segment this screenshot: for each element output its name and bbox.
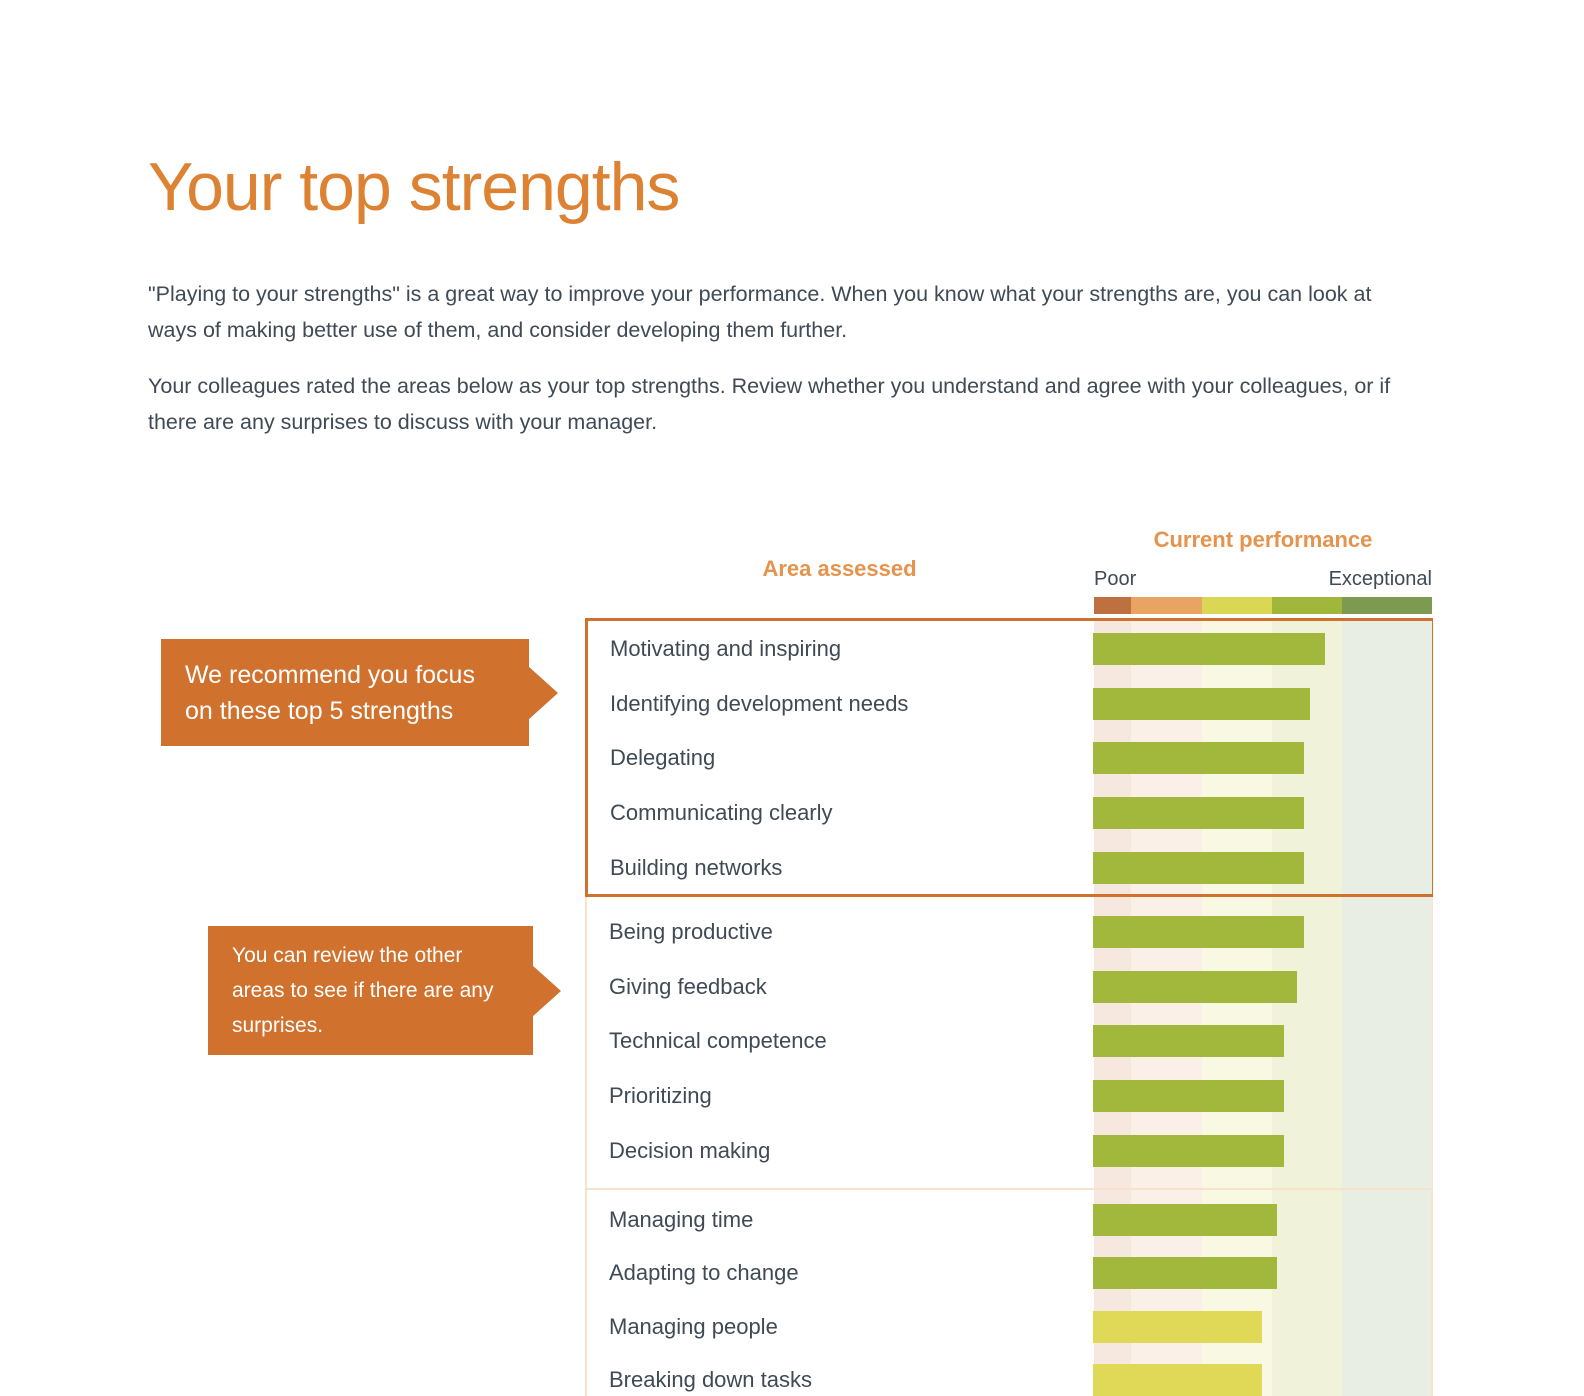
performance-bar xyxy=(1093,1135,1284,1167)
chart-row xyxy=(588,786,1430,841)
performance-bar xyxy=(1093,1025,1284,1057)
callout-arrow-right-icon xyxy=(528,666,558,720)
scale-seg-2 xyxy=(1131,597,1202,614)
chart-category-header: Area assessed xyxy=(762,556,917,581)
chart-row xyxy=(588,840,1430,895)
performance-bar xyxy=(1093,742,1304,774)
area-label: Managing people xyxy=(609,1313,778,1339)
performance-bar xyxy=(1093,797,1304,829)
page-title: Your top strengths xyxy=(148,149,680,225)
bar-track xyxy=(1093,916,1431,948)
area-label: Adapting to change xyxy=(609,1260,799,1286)
scale-max-label: Exceptional xyxy=(1328,568,1432,590)
area-label: Technical competence xyxy=(609,1028,827,1054)
bar-track xyxy=(1093,1025,1431,1057)
chart-row xyxy=(587,1123,1431,1178)
callout-top5 xyxy=(161,639,529,746)
performance-bar xyxy=(1093,1080,1284,1112)
bar-track xyxy=(1093,1135,1431,1167)
area-label: Being productive xyxy=(609,919,773,945)
area-label: Motivating and inspiring xyxy=(610,636,842,662)
performance-bar xyxy=(1093,1204,1277,1236)
chart-row xyxy=(587,960,1431,1015)
performance-bar xyxy=(1093,852,1304,884)
callout-arrow-right-icon xyxy=(532,965,561,1017)
bar-track xyxy=(1093,1204,1431,1236)
callout-top5-text: We recommend you focus on these top 5 strengths xyxy=(185,660,475,725)
scale-seg-4 xyxy=(1272,597,1342,614)
bar-track xyxy=(1093,633,1430,665)
bar-track xyxy=(1093,742,1430,774)
scale-seg-1 xyxy=(1094,597,1131,614)
area-label: Breaking down tasks xyxy=(609,1367,812,1393)
scale-min-label: Poor xyxy=(1094,568,1137,590)
performance-bar xyxy=(1093,633,1326,665)
chart-row xyxy=(587,1014,1431,1069)
performance-bar xyxy=(1093,971,1297,1003)
bar-track xyxy=(1093,1311,1431,1343)
bar-track xyxy=(1093,971,1431,1003)
area-label: Prioritizing xyxy=(609,1083,712,1109)
intro-paragraph: Your colleagues rated the areas below as your top strengths. Review whether you understand and agree with your colleagues, or if there are any surprises to discuss with your manager. xyxy=(148,374,1391,434)
area-label: Managing time xyxy=(609,1206,754,1232)
bar-track xyxy=(1093,797,1430,829)
chart-row xyxy=(588,677,1430,732)
scale-seg-3 xyxy=(1202,597,1272,614)
area-label: Communicating clearly xyxy=(610,800,833,826)
chart-row xyxy=(588,622,1430,677)
bar-track xyxy=(1093,688,1430,720)
chart-group-top5 xyxy=(585,618,1433,897)
bar-track xyxy=(1093,1257,1431,1289)
area-label: Delegating xyxy=(610,745,716,771)
chart-group-other-1 xyxy=(585,897,1433,1190)
performance-scale-bar xyxy=(1094,597,1432,614)
area-label: Giving feedback xyxy=(609,973,767,999)
area-label: Decision making xyxy=(609,1137,771,1163)
area-label: Identifying development needs xyxy=(610,690,909,716)
bar-track xyxy=(1093,1364,1431,1396)
chart-row xyxy=(587,1193,1431,1247)
bar-track xyxy=(1093,1080,1431,1112)
chart-value-header: Current performance xyxy=(1153,527,1373,552)
chart-row xyxy=(587,1069,1431,1124)
intro-paragraph: "Playing to your strengths" is a great way to improve your performance. When you know what your strengths are, you can look at ways of making better use of them, and consider developing them further. xyxy=(148,282,1372,342)
scale-seg-5 xyxy=(1342,597,1432,614)
chart-row xyxy=(587,1247,1431,1301)
performance-bar xyxy=(1093,688,1310,720)
chart-row xyxy=(587,1300,1431,1354)
performance-bar xyxy=(1093,1311,1262,1343)
bar-track xyxy=(1093,852,1430,884)
performance-bar xyxy=(1093,1364,1262,1396)
callout-other-text: You can review the other areas to see if there are any surprises. xyxy=(232,944,494,1037)
scale-legend xyxy=(1094,568,1432,591)
chart-row xyxy=(587,905,1431,960)
performance-bar xyxy=(1093,1257,1277,1289)
chart-row xyxy=(587,1354,1431,1396)
chart-row xyxy=(588,731,1430,786)
chart-group-other-2 xyxy=(585,1190,1433,1396)
performance-bar xyxy=(1093,916,1304,948)
callout-other-areas xyxy=(208,926,533,1055)
area-label: Building networks xyxy=(610,854,783,880)
